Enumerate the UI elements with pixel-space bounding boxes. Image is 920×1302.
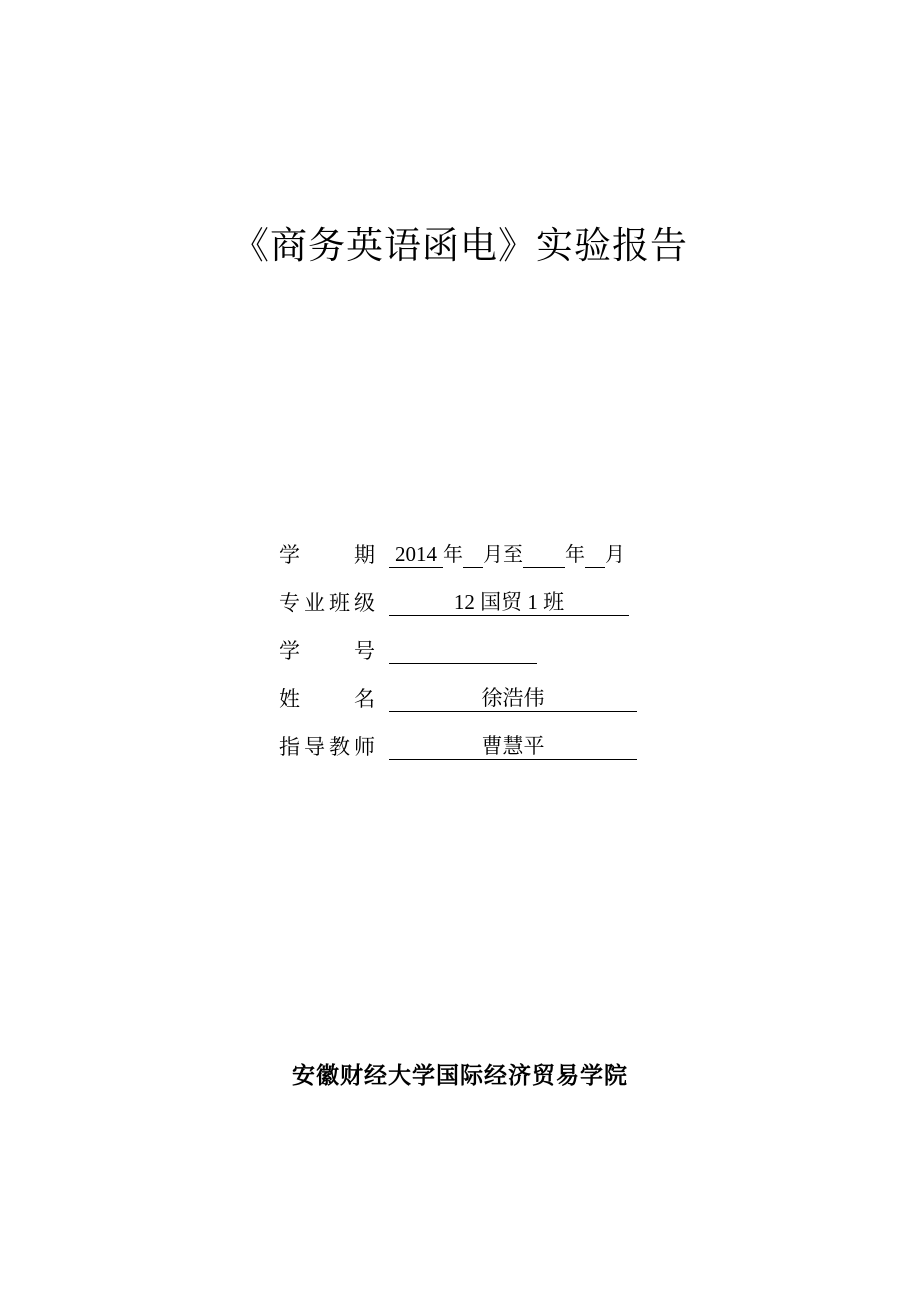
term-start-month-unit: 月 bbox=[483, 542, 503, 566]
name-value: 徐浩伟 bbox=[389, 685, 637, 712]
advisor-label bbox=[279, 731, 375, 761]
term-end-year-blank bbox=[523, 541, 565, 568]
term-row bbox=[279, 530, 699, 578]
major-class-label bbox=[279, 587, 375, 617]
name-label-char-2: 名 bbox=[354, 687, 375, 711]
student-id-label bbox=[279, 635, 375, 665]
advisor-label-char-3: 教 bbox=[329, 735, 350, 759]
major-class-label-char-1: 专 bbox=[279, 591, 300, 615]
term-end-month-unit: 月 bbox=[605, 542, 625, 566]
term-start-month-blank bbox=[463, 541, 483, 568]
student-id-label-char-2: 号 bbox=[354, 639, 375, 663]
term-to-word: 至 bbox=[503, 542, 523, 566]
institution-name: 安徽财经大学国际经济贸易学院 bbox=[292, 1063, 628, 1089]
cover-info-fields bbox=[279, 530, 699, 770]
student-id-value bbox=[389, 637, 537, 664]
term-label-char-1: 学 bbox=[279, 543, 300, 567]
term-start-year: 2014 bbox=[389, 541, 443, 568]
major-class-label-char-3: 班 bbox=[329, 591, 350, 615]
name-label bbox=[279, 683, 375, 713]
term-start-year-unit: 年 bbox=[443, 542, 463, 566]
major-class-row bbox=[279, 578, 699, 626]
term-label bbox=[279, 539, 375, 569]
major-class-value: 12 国贸 1 班 bbox=[389, 589, 629, 616]
report-title: 《商务英语函电》实验报告 bbox=[232, 224, 688, 267]
name-row bbox=[279, 674, 699, 722]
advisor-row bbox=[279, 722, 699, 770]
term-label-char-2: 期 bbox=[354, 543, 375, 567]
advisor-label-char-1: 指 bbox=[279, 735, 300, 759]
major-class-label-char-2: 业 bbox=[304, 591, 325, 615]
name-label-char-1: 姓 bbox=[279, 687, 300, 711]
advisor-label-char-4: 师 bbox=[354, 735, 375, 759]
advisor-value: 曹慧平 bbox=[389, 733, 637, 760]
student-id-label-char-1: 学 bbox=[279, 639, 300, 663]
major-class-label-char-4: 级 bbox=[354, 591, 375, 615]
student-id-row bbox=[279, 626, 699, 674]
advisor-label-char-2: 导 bbox=[304, 735, 325, 759]
term-end-month-blank bbox=[585, 541, 605, 568]
term-end-year-unit: 年 bbox=[565, 542, 585, 566]
